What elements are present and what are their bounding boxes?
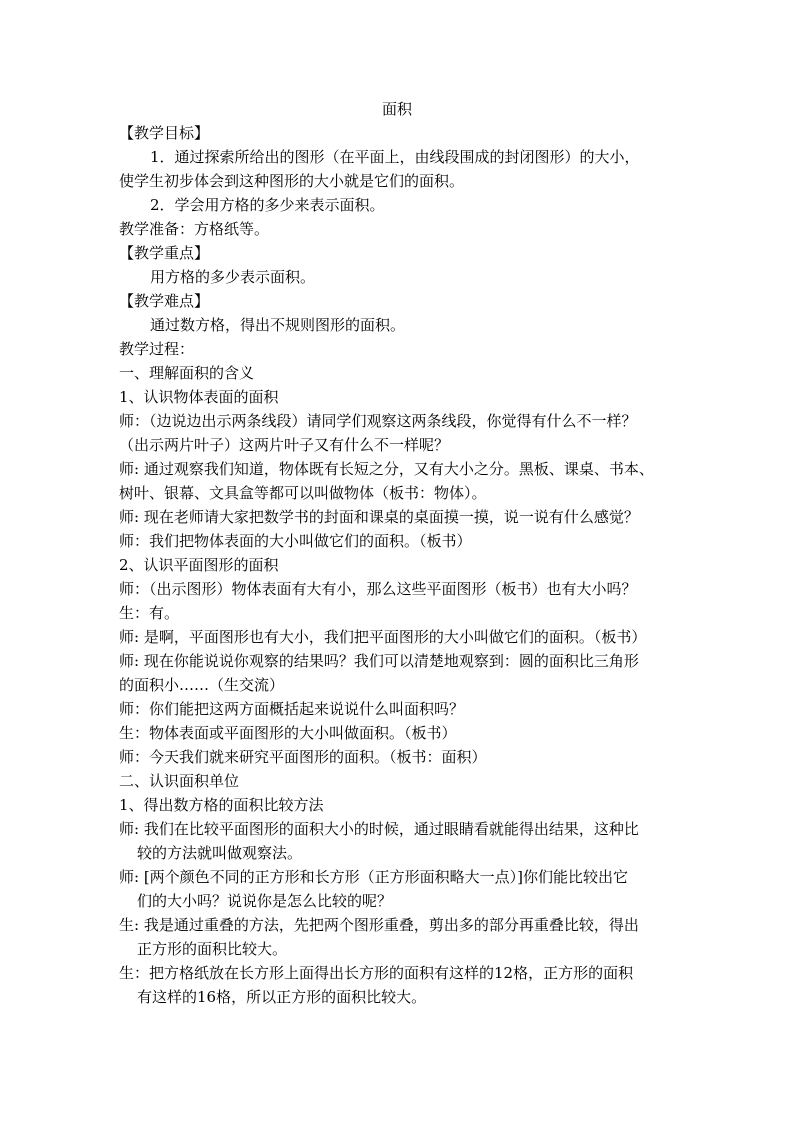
key-point: 用方格的多少表示面积。 (150, 268, 316, 286)
subsection-1-2: 2、认识平面图形的面积 (119, 556, 279, 574)
objective-1: 1．通过探索所给出的图形（在平面上，由线段围成的封闭图形）的大小， (150, 148, 640, 166)
heading-objectives: 【教学目标】 (119, 124, 210, 142)
paragraph-line: 师: 通过观察我们知道，物体既有长短之分，又有大小之分。黑板、课桌、书本、 (119, 460, 654, 478)
paragraph-line: （出示两片叶子）这两片叶子又有什么不一样呢？ (119, 436, 450, 454)
paragraph-line: 师: 是啊，平面图形也有大小，我们把平面图形的大小叫做它们的面积。（板书） (119, 628, 647, 646)
section-2-heading: 二、认识面积单位 (119, 772, 240, 790)
paragraph-line: 师：我们把物体表面的大小叫做它们的面积。（板书） (119, 532, 472, 550)
paragraph-line-hanging: 正方形的面积比较大。 (137, 940, 288, 958)
paragraph-line: 师: 现在老师请大家把数学书的封面和课桌的桌面摸一摸，说一说有什么感觉？ (119, 508, 639, 526)
objective-1-cont: 使学生初步体会到这种图形的大小就是它们的面积。 (119, 172, 465, 190)
paragraph-line: 师：今天我们就来研究平面图形的面积。（板书：面积） (119, 748, 487, 766)
subsection-2-1: 1、得出数方格的面积比较方法 (119, 796, 324, 814)
paragraph-line: 师：你们能把这两方面概括起来说说什么叫面积吗？ (119, 700, 465, 718)
paragraph-line-hanging: 较的方法就叫做观察法。 (137, 844, 303, 862)
paragraph-line: 师: 现在你能说说你观察的结果吗？我们可以清楚地观察到：圆的面积比三角形 (119, 652, 639, 670)
preparation: 教学准备：方格纸等。 (119, 220, 270, 238)
paragraph-line-hanging: 们的大小吗？说说你是怎么比较的呢？ (137, 892, 393, 910)
paragraph-line: 的面积小……（生交流） (119, 676, 285, 694)
paragraph-line: 生：把方格纸放在长方形上面得出长方形的面积有这样的12格，正方形的面积 (119, 964, 634, 982)
paragraph-line: 树叶、银幕、文具盒等都可以叫做物体（板书：物体）。 (119, 484, 487, 502)
heading-difficulty: 【教学难点】 (119, 292, 210, 310)
paragraph-line: 生：有。 (119, 604, 180, 622)
process-heading: 教学过程： (119, 340, 195, 358)
paragraph-line: 生: 我是通过重叠的方法，先把两个图形重叠，剪出多的部分再重叠比较，得出 (119, 916, 639, 934)
paragraph-line: 师：（边说边出示两条线段）请同学们观察这两条线段，你觉得有什么不一样？ (119, 412, 637, 430)
objective-2: 2．学会用方格的多少来表示面积。 (150, 196, 385, 214)
section-1-heading: 一、理解面积的含义 (119, 364, 255, 382)
paragraph-line: 师: 我们在比较平面图形的面积大小的时候，通过眼睛看就能得出结果，这种比 (119, 820, 639, 838)
subsection-1-1: 1、认识物体表面的面积 (119, 388, 279, 406)
difficulty: 通过数方格，得出不规则图形的面积。 (150, 316, 406, 334)
heading-key-point: 【教学重点】 (119, 244, 210, 262)
paragraph-line: 生：物体表面或平面图形的大小叫做面积。（板书） (119, 724, 457, 742)
document-title: 面积 (381, 100, 412, 118)
paragraph-line: 师: [两个颜色不同的正方形和长方形（正方形面积略大一点）]你们能比较出它 (119, 868, 629, 886)
paragraph-line-hanging: 有这样的16格，所以正方形的面积比较大。 (137, 988, 427, 1006)
paragraph-line: 师：（出示图形）物体表面有大有小，那么这些平面图形（板书）也有大小吗？ (119, 580, 637, 598)
